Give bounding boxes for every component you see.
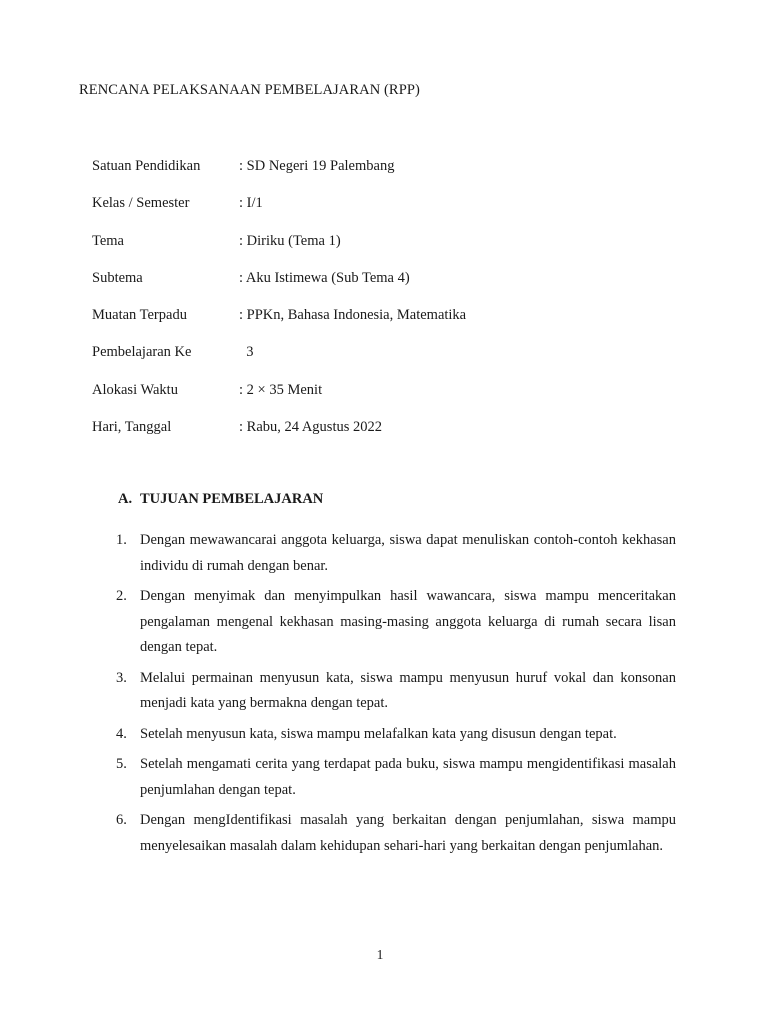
objective-number: 2. bbox=[116, 588, 127, 604]
objective-number: 5. bbox=[116, 756, 127, 772]
objective-number: 4. bbox=[116, 725, 127, 742]
identity-label: Pembelajaran Ke bbox=[92, 344, 192, 361]
identity-label: Tema bbox=[92, 232, 124, 249]
document-title: RENCANA PELAKSANAAN PEMBELAJARAN (RPP) bbox=[79, 82, 420, 98]
objective-item bbox=[116, 528, 676, 579]
objective-text: Melalui permainan menyusun kata, siswa mampu menyusun huruf vokal dan konsonan menjadi kata yang bermakna dengan tepat. bbox=[140, 669, 676, 711]
identity-label: Muatan Terpadu bbox=[92, 307, 187, 324]
identity-row-hari-tanggal bbox=[92, 417, 652, 454]
identity-value: 3 bbox=[239, 344, 254, 361]
identity-value: : PPKn, Bahasa Indonesia, Matematika bbox=[239, 307, 467, 324]
identity-value: : Rabu, 24 Agustus 2022 bbox=[239, 419, 382, 436]
objective-number: 1. bbox=[116, 532, 127, 548]
section-heading-tujuan-pembelajaran bbox=[118, 491, 323, 508]
objective-item bbox=[116, 666, 676, 717]
identity-row-tema bbox=[92, 231, 652, 268]
objective-item bbox=[116, 584, 676, 661]
identity-label: Subtema bbox=[92, 269, 143, 286]
objective-item bbox=[116, 808, 676, 859]
identity-table bbox=[92, 156, 652, 454]
identity-value: : Diriku (Tema 1) bbox=[239, 232, 341, 249]
identity-row-satuan-pendidikan bbox=[92, 156, 652, 193]
identity-row-pembelajaran-ke bbox=[92, 342, 652, 379]
objectives-list bbox=[116, 528, 676, 864]
identity-label: Hari, Tanggal bbox=[92, 419, 172, 436]
identity-row-muatan-terpadu bbox=[92, 305, 652, 342]
objective-text: Setelah mengamati cerita yang terdapat pada buku, siswa mampu mengidentifikasi masalah penjumlahan dengan tepat. bbox=[140, 756, 676, 798]
identity-row-alokasi-waktu bbox=[92, 380, 652, 417]
identity-value: : I/1 bbox=[239, 195, 263, 212]
identity-value: : Aku Istimewa (Sub Tema 4) bbox=[239, 269, 410, 286]
identity-value: : SD Negeri 19 Palembang bbox=[239, 158, 395, 174]
identity-row-subtema bbox=[92, 268, 652, 305]
identity-label: Satuan Pendidikan bbox=[92, 158, 201, 174]
identity-value: : 2 × 35 Menit bbox=[239, 381, 323, 398]
section-heading-text: TUJUAN PEMBELAJARAN bbox=[140, 491, 324, 507]
objective-text: Dengan menyimak dan menyimpulkan hasil wawancara, siswa mampu menceritakan pengalaman mengenal kekhasan masing-masing anggota keluarga di rumah secara lisan dengan tepat. bbox=[140, 588, 676, 655]
objective-item bbox=[116, 722, 676, 748]
identity-row-kelas-semester bbox=[92, 193, 652, 230]
objective-text: Dengan mewawancarai anggota keluarga, siswa dapat menuliskan contoh-contoh kekhasan individu di rumah dengan benar. bbox=[140, 532, 676, 574]
objective-item bbox=[116, 752, 676, 803]
objective-text: Dengan mengIdentifikasi masalah yang berkaitan dengan penjumlahan, siswa mampu menyelesaikan masalah dalam kehidupan sehari-hari yang berkaitan dengan penjumlahan. bbox=[140, 812, 676, 854]
objective-text: Setelah menyusun kata, siswa mampu melafalkan kata yang disusun dengan tepat. bbox=[140, 725, 617, 742]
objective-number: 3. bbox=[116, 669, 127, 686]
identity-label: Alokasi Waktu bbox=[92, 381, 178, 398]
identity-label: Kelas / Semester bbox=[92, 195, 190, 212]
page-number: 1 bbox=[376, 947, 384, 962]
objective-number: 6. bbox=[116, 812, 127, 828]
section-letter: A. bbox=[118, 491, 133, 507]
